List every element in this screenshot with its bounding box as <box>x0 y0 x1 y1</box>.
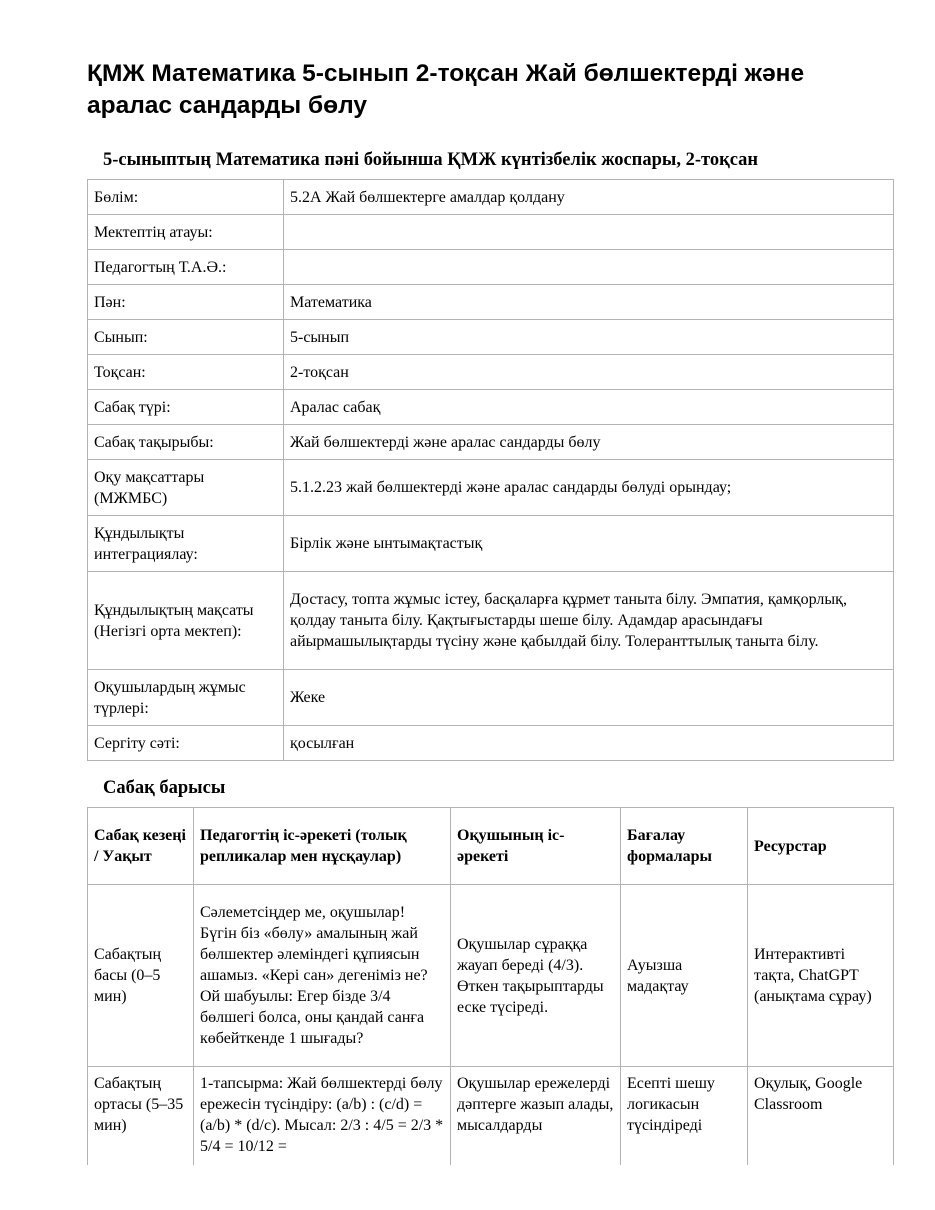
info-value: Бірлік және ынтымақтастық <box>284 516 894 572</box>
info-label: Бөлім: <box>88 180 284 215</box>
info-row <box>88 250 894 285</box>
info-label: Тоқсан: <box>88 355 284 390</box>
lesson-teacher-action: Сәлеметсіңдер ме, оқушылар! Бүгін біз «бөлу» амалының жай бөлшектер әлеміндегі құпиясын ашамыз. «Кері сан» дегеніміз не? Ой шабуылы: Егер бізде 3/4 бөлшегі болса, оны қандай санға көбейткенде 1 шығады? <box>194 885 451 1067</box>
info-value: 2-тоқсан <box>284 355 894 390</box>
lesson-info-table <box>87 179 894 761</box>
info-row <box>88 320 894 355</box>
info-label: Пән: <box>88 285 284 320</box>
info-value: Жеке <box>284 670 894 726</box>
info-value: Математика <box>284 285 894 320</box>
info-label: Құндылықтың мақсаты (Негізгі орта мектеп): <box>88 572 284 670</box>
lesson-teacher-action: 1-тапсырма: Жай бөлшектерді бөлу ережесін түсіндіру: (a/b) : (c/d) = (a/b) * (d/c). Мысал: 2/3 : 4/5 = 2/3 * 5/4 = 10/12 = <box>194 1067 451 1166</box>
info-value: қосылған <box>284 726 894 761</box>
lesson-progress-table <box>87 807 894 1165</box>
info-value <box>284 250 894 285</box>
info-row <box>88 425 894 460</box>
info-value: 5.1.2.23 жай бөлшектерді және аралас сандарды бөлуді орындау; <box>284 460 894 516</box>
lesson-row <box>88 885 894 1067</box>
info-row <box>88 180 894 215</box>
info-label: Оқушылардың жұмыс түрлері: <box>88 670 284 726</box>
info-label: Сабақ тақырыбы: <box>88 425 284 460</box>
lesson-assessment: Есепті шешу логикасын түсіндіреді <box>621 1067 748 1166</box>
lesson-stage: Сабақтың басы (0–5 мин) <box>88 885 194 1067</box>
info-label: Құндылықты интеграциялау: <box>88 516 284 572</box>
info-row <box>88 516 894 572</box>
header-student: Оқушының іс-әрекеті <box>451 808 621 885</box>
lesson-progress-heading: Сабақ барысы <box>103 778 226 798</box>
lesson-resources: Интерактивті тақта, ChatGPT (анықтама сұрау) <box>748 885 894 1067</box>
header-resources: Ресурстар <box>748 808 894 885</box>
lesson-student-action: Оқушылар сұраққа жауап береді (4/3). Өткен тақырыптарды еске түсіреді. <box>451 885 621 1067</box>
document-title: ҚМЖ Математика 5-сынып 2-тоқсан Жай бөлшектерді және аралас сандарды бөлу <box>87 60 805 119</box>
lesson-table-wrapper <box>87 807 895 1165</box>
lesson-assessment: Ауызша мадақтау <box>621 885 748 1067</box>
lesson-row <box>88 1067 894 1166</box>
info-row <box>88 572 894 670</box>
info-value: Аралас сабақ <box>284 390 894 425</box>
info-row <box>88 670 894 726</box>
header-assessment: Бағалау формалары <box>621 808 748 885</box>
info-label: Сергіту сәті: <box>88 726 284 761</box>
header-teacher: Педагогтің іс-әрекеті (толық репликалар мен нұсқаулар) <box>194 808 451 885</box>
lesson-header-row <box>88 808 894 885</box>
info-row <box>88 285 894 320</box>
info-row <box>88 355 894 390</box>
info-value <box>284 215 894 250</box>
info-row <box>88 726 894 761</box>
info-value: 5-сынып <box>284 320 894 355</box>
info-row <box>88 390 894 425</box>
info-label: Оқу мақсаттары (МЖМБС) <box>88 460 284 516</box>
lesson-resources: Оқулық, Google Classroom <box>748 1067 894 1166</box>
info-row <box>88 215 894 250</box>
info-value: Достасу, топта жұмыс істеу, басқаларға құрмет таныта білу. Эмпатия, қамқорлық, қолдау таныта білу. Қақтығыстарды шеше білу. Адамдар арасындағы айырмашылықтарды түсіну және қабылдай білу. Толеранттылық таныта білу. <box>284 572 894 670</box>
info-row <box>88 460 894 516</box>
lesson-student-action: Оқушылар ережелерді дәптерге жазып алады, мысалдарды <box>451 1067 621 1166</box>
info-label: Сабақ түрі: <box>88 390 284 425</box>
info-label: Мектептің атауы: <box>88 215 284 250</box>
info-value: 5.2А Жай бөлшектерге амалдар қолдану <box>284 180 894 215</box>
info-value: Жай бөлшектерді және аралас сандарды бөлу <box>284 425 894 460</box>
info-label: Педагогтың Т.А.Ә.: <box>88 250 284 285</box>
header-stage: Сабақ кезеңі / Уақыт <box>88 808 194 885</box>
plan-heading: 5-сыныптың Математика пәні бойынша ҚМЖ күнтізбелік жоспары, 2-тоқсан <box>103 150 759 170</box>
info-label: Сынып: <box>88 320 284 355</box>
lesson-stage: Сабақтың ортасы (5–35 мин) <box>88 1067 194 1166</box>
